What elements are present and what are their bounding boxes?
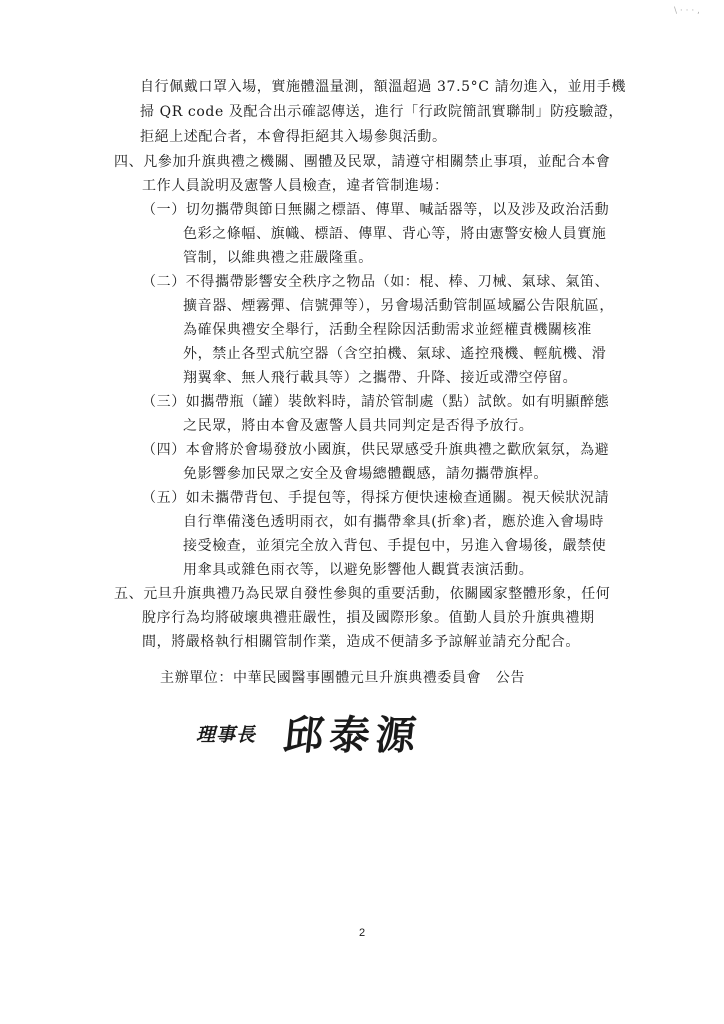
text-line: 擴音器、煙霧彈、信號彈等），另會場活動管制區域屬公告限航區，	[183, 298, 614, 314]
text-line: 翔翼傘、無人飛行載具等）之攜帶、升降、接近或滯空停留。	[183, 370, 578, 386]
text-line: 接受檢查，並須完全放入背包、手提包中，另進入會場後，嚴禁使	[183, 538, 607, 554]
item-4: （四）本會將於會場發放小國旗，供民眾感受升旗典禮之歡欣氣氛，為避	[142, 442, 610, 458]
signature-name: 邱泰源	[281, 712, 425, 759]
text-line: 自行準備淺色透明雨衣，如有攜帶傘具(折傘)者，應於進入會場時	[183, 514, 604, 530]
text-line: 之民眾，將由本會及憲警人員共同判定是否得予放行。	[183, 418, 534, 434]
signature-title: 理事長	[196, 724, 257, 746]
text-line: 管制，以維典禮之莊嚴隆重。	[183, 250, 373, 266]
signature-block	[190, 700, 490, 760]
item-2: （二）不得攜帶影響安全秩序之物品（如：棍、棒、刀械、氣球、氣笛、	[142, 274, 610, 290]
text-line: 脫序行為均將破壞典禮莊嚴性，損及國際形象。值勤人員於升旗典禮期	[142, 610, 595, 626]
scan-artifact: \ · · · ,	[674, 6, 700, 16]
text-line: 掃 QR code 及配合出示確認傳送，進行「行政院簡訊實聯制」防疫驗證，	[140, 104, 624, 120]
text-line: 自行佩戴口罩入場，實施體溫量測，額溫超過 37.5°C 請勿進入，並用手機	[140, 79, 626, 95]
text-line: 外，禁止各型式航空器（含空拍機、氣球、遙控飛機、輕航機、滑	[183, 346, 607, 362]
section-heading-5: 五、元旦升旗典禮乃為民眾自發性參與的重要活動，依關國家整體形象，任何	[114, 586, 611, 602]
text-line: 工作人員說明及憲警人員檢查，違者管制進場：	[142, 178, 449, 194]
text-line: 間，將嚴格執行相關管制作業，造成不便請多予諒解並請充分配合。	[142, 634, 580, 650]
text-line: 免影響參加民眾之安全及會場總體觀感，請勿攜帶旗桿。	[183, 466, 548, 482]
section-heading-4: 四、凡參加升旗典禮之機關、團體及民眾，請遵守相關禁止事項，並配合本會	[114, 154, 611, 170]
item-1: （一）切勿攜帶與節日無關之標語、傳單、喊話器等，以及涉及政治活動	[142, 202, 610, 218]
text-line: 拒絕上述配合者，本會得拒絕其入場參與活動。	[140, 129, 447, 145]
text-line: 用傘具或雜色雨衣等，以避免影響他人觀賞表演活動。	[183, 562, 534, 578]
text-line: 為確保典禮安全舉行，活動全程除因活動需求並經權責機關核准	[183, 322, 592, 338]
text-line: 色彩之條幅、旗幟、標語、傳單、背心等，將由憲警安檢人員實施	[183, 226, 607, 242]
item-5: （五）如未攜帶背包、手提包等，得採方便快速檢查通關。視天候狀況請	[142, 490, 610, 506]
organizer-notice: 主辦單位：中華民國醫事團體元旦升旗典禮委員會 公告	[160, 670, 525, 686]
page-number: 2	[358, 927, 366, 939]
item-3: （三）如攜帶瓶（罐）裝飲料時，請於管制處（點）試飲。如有明顯醉態	[142, 394, 610, 410]
